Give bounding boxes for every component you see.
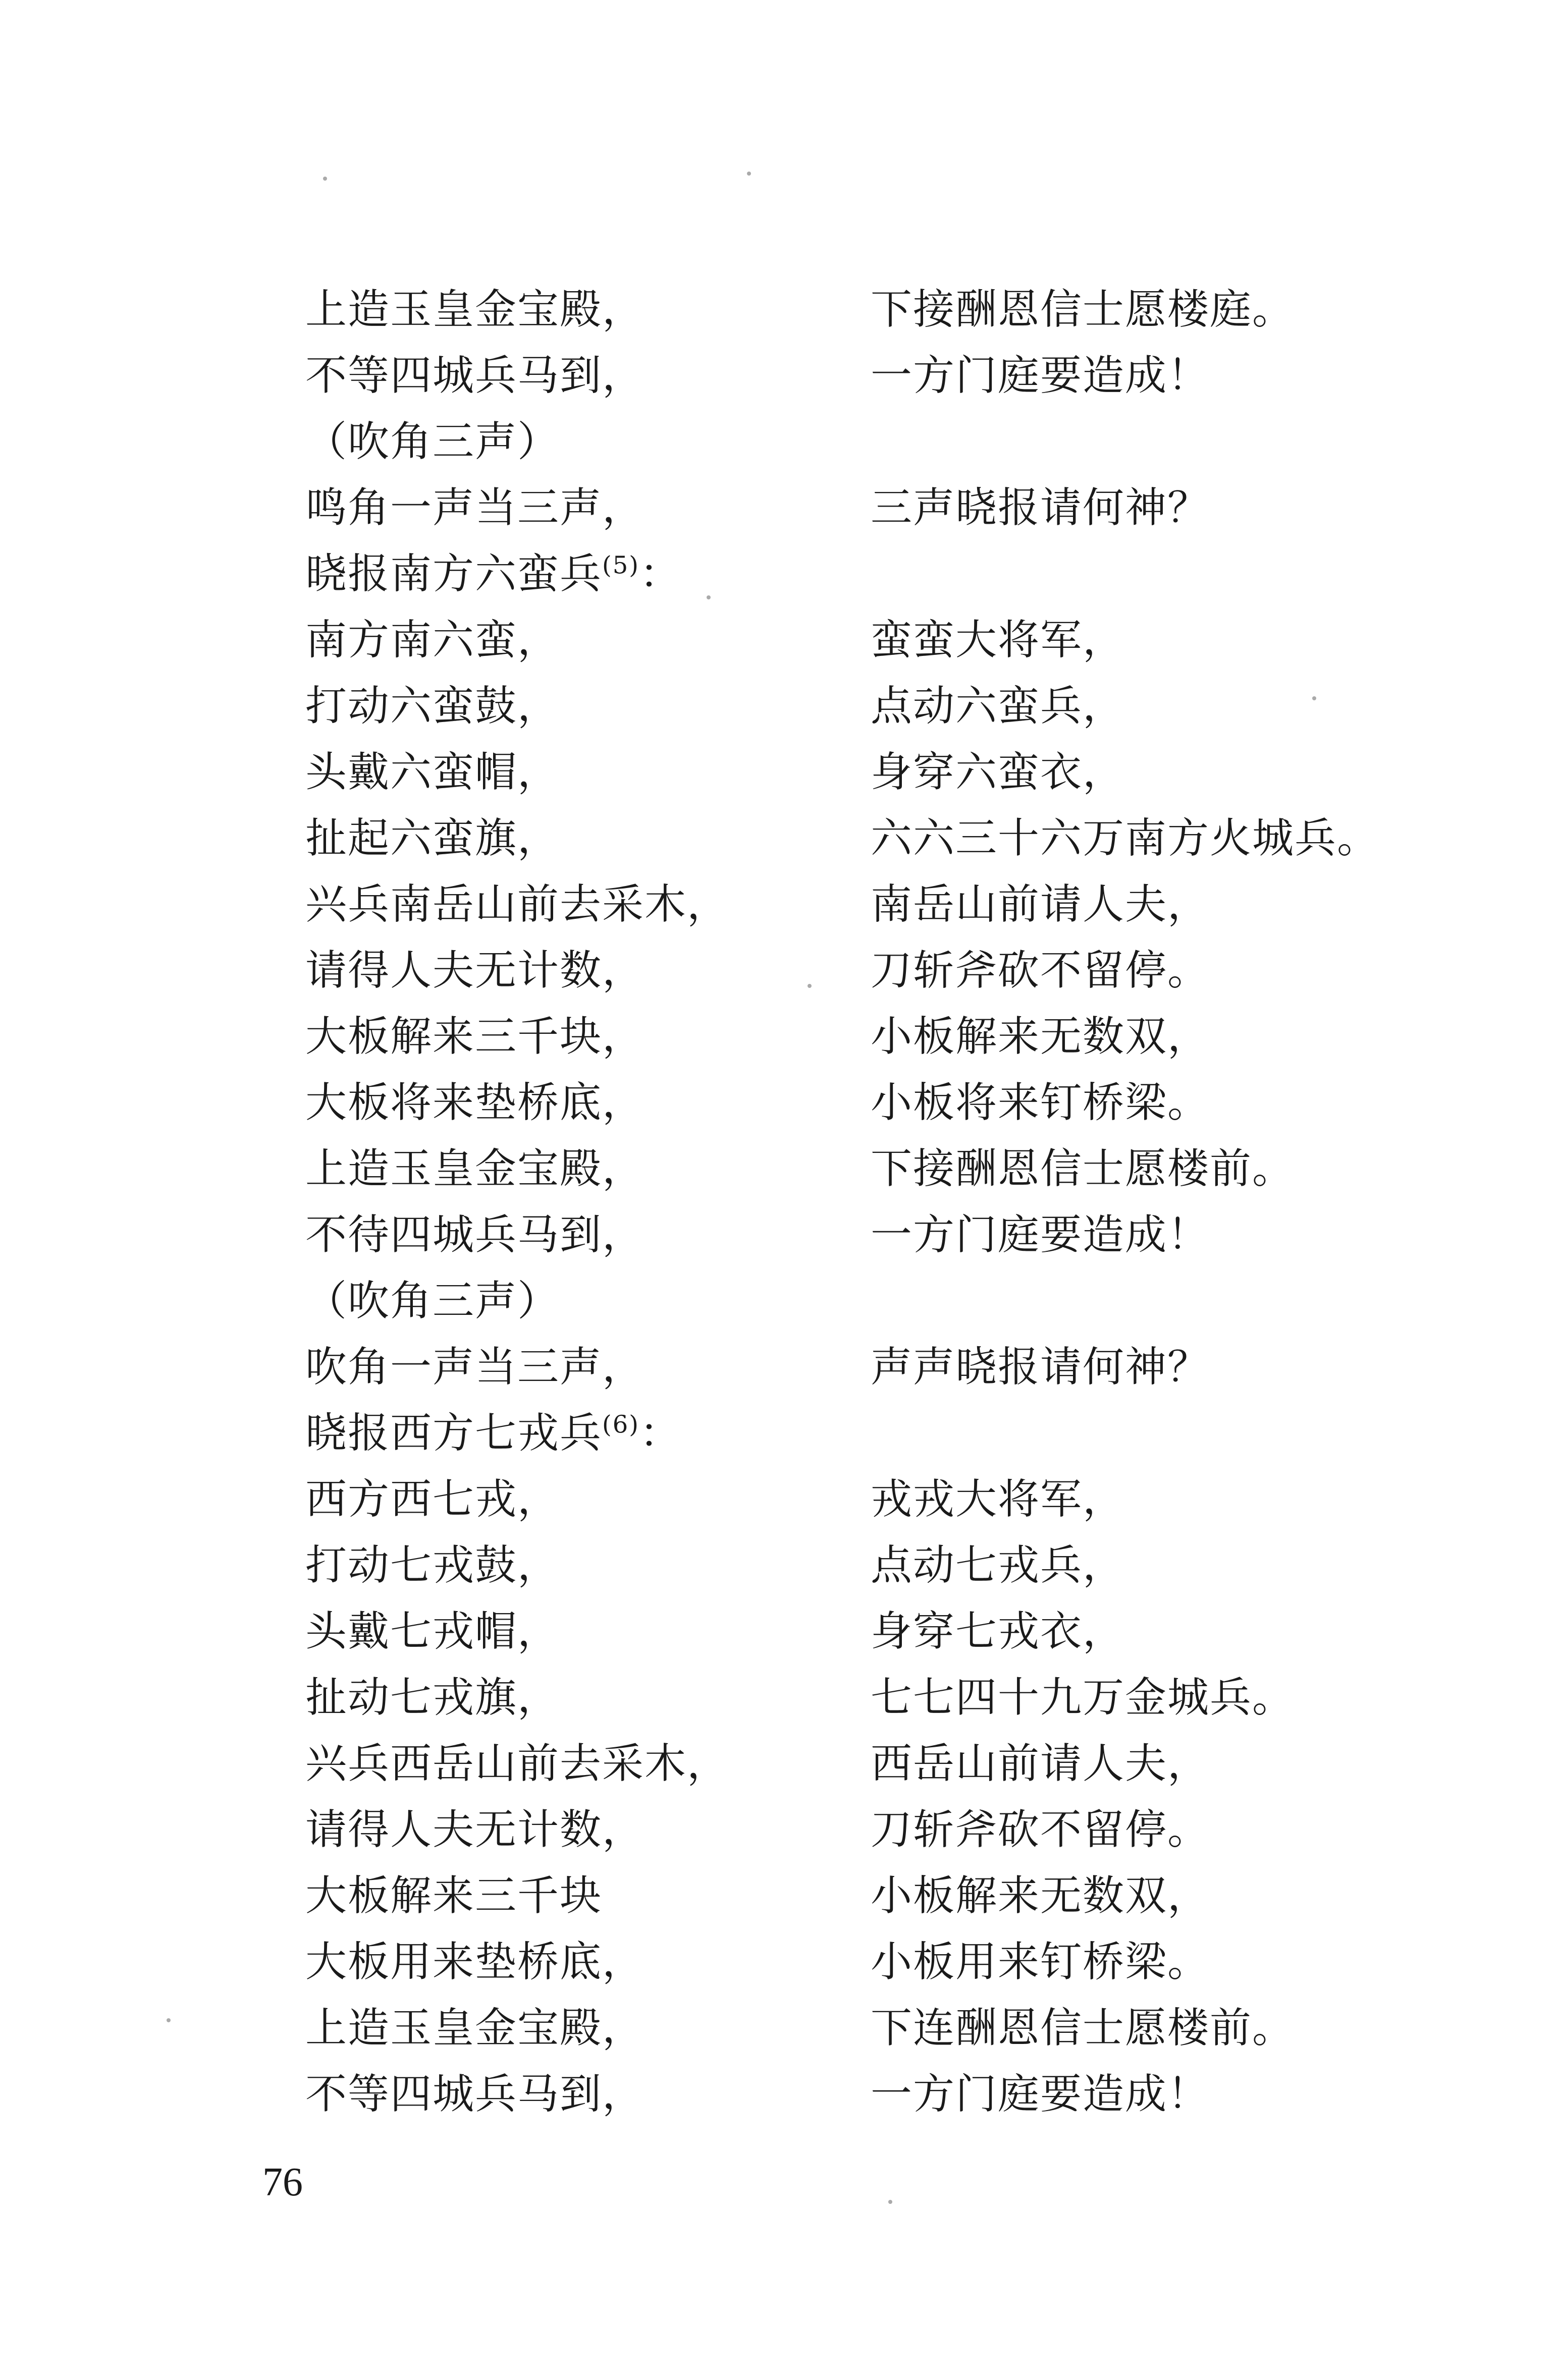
verse-text: 三声晓报请何神？ bbox=[871, 484, 1210, 532]
scan-speck bbox=[808, 984, 812, 988]
verse-line bbox=[871, 541, 1527, 607]
verse-text: 兴兵西岳山前去采木， bbox=[305, 1740, 730, 1788]
verse-text: 下连酬恩信士愿楼前。 bbox=[871, 2004, 1295, 2052]
verse-line bbox=[871, 1466, 1527, 1532]
scan-speck bbox=[888, 2200, 892, 2204]
verse-text: 打动七戎鼓， bbox=[305, 1541, 560, 1589]
verse-line bbox=[871, 343, 1527, 409]
scan-speck bbox=[747, 172, 751, 176]
verse-line bbox=[305, 276, 810, 343]
verse-line bbox=[305, 1334, 810, 1400]
verse-text: 南岳山前请人夫， bbox=[871, 880, 1210, 928]
scan-speck bbox=[323, 177, 327, 181]
verse-line bbox=[305, 343, 810, 409]
verse-line bbox=[305, 1532, 810, 1598]
verse-line bbox=[305, 1995, 810, 2061]
verse-line bbox=[305, 1268, 810, 1334]
verse-text: 扯动七戎旗， bbox=[305, 1674, 560, 1722]
verse-line bbox=[871, 1070, 1527, 1136]
verse-line bbox=[871, 805, 1527, 871]
verse-text: 不等四城兵马到， bbox=[305, 2070, 645, 2118]
verse-text: 大板解来三千块， bbox=[305, 1013, 645, 1061]
verse-line bbox=[305, 475, 810, 541]
verse-text: 上造玉皇金宝殿， bbox=[305, 286, 645, 334]
verse-text: 不待四城兵马到， bbox=[305, 1211, 645, 1259]
verse-line bbox=[305, 805, 810, 871]
verse-text: 下接酬恩信士愿楼前。 bbox=[871, 1145, 1295, 1193]
scan-speck bbox=[1312, 696, 1316, 700]
verse-text: 小板解来无数双， bbox=[871, 1013, 1210, 1061]
verse-line bbox=[871, 1532, 1527, 1598]
page-number: 76 bbox=[262, 2160, 303, 2204]
verse-text: 一方门庭要造成！ bbox=[871, 1211, 1210, 1259]
verse-line bbox=[871, 1731, 1527, 1797]
verse-line bbox=[871, 1797, 1527, 1863]
verse-text: 刀斩斧砍不留停。 bbox=[871, 947, 1210, 994]
verse-line bbox=[305, 1929, 810, 1995]
verse-text: 上造玉皇金宝殿， bbox=[305, 1145, 645, 1193]
verse-line bbox=[305, 409, 810, 475]
verse-line bbox=[871, 1400, 1527, 1466]
verse-text: 不等四城兵马到， bbox=[305, 352, 645, 400]
verse-line bbox=[871, 1995, 1527, 2061]
verse-text: （吹角三声） bbox=[305, 1277, 560, 1325]
verse-line bbox=[305, 1070, 810, 1136]
verse-text: 下接酬恩信士愿楼庭。 bbox=[871, 286, 1295, 334]
verse-line bbox=[871, 2061, 1527, 2127]
verse-line bbox=[871, 607, 1527, 673]
verse-line bbox=[871, 276, 1527, 343]
verse-text: 头戴七戎帽， bbox=[305, 1608, 560, 1655]
verse-text: 身穿六蛮衣， bbox=[871, 748, 1125, 796]
verse-line bbox=[871, 739, 1527, 805]
verse-line bbox=[871, 673, 1527, 739]
verse-punctuation: ： bbox=[639, 550, 682, 598]
verse-line bbox=[305, 1004, 810, 1070]
verse-text: 头戴六蛮帽， bbox=[305, 748, 560, 796]
verse-text: 西岳山前请人夫， bbox=[871, 1740, 1210, 1788]
verse-line bbox=[305, 1598, 810, 1665]
verse-text: 鸣角一声当三声， bbox=[305, 484, 645, 532]
verse-line bbox=[305, 871, 810, 937]
verse-text: 一方门庭要造成！ bbox=[871, 352, 1210, 400]
verse-text: 晓报西方七戎兵 bbox=[305, 1409, 603, 1457]
verse-text: 小板解来无数双， bbox=[871, 1872, 1210, 1920]
verse-line bbox=[305, 1400, 810, 1466]
verse-line bbox=[871, 1202, 1527, 1268]
verse-text: 七七四十九万金城兵。 bbox=[871, 1674, 1295, 1722]
verse-line bbox=[305, 1466, 810, 1532]
verse-line bbox=[871, 937, 1527, 1004]
verse-line bbox=[871, 1598, 1527, 1665]
verse-line bbox=[305, 739, 810, 805]
verse-line bbox=[871, 1136, 1527, 1202]
right-column bbox=[871, 276, 1527, 2127]
verse-text: 大板用来垫桥底， bbox=[305, 1938, 645, 1986]
verse-text: 身穿七戎衣， bbox=[871, 1608, 1125, 1655]
verse-text: 戎戎大将军， bbox=[871, 1475, 1125, 1523]
verse-text: 上造玉皇金宝殿， bbox=[305, 2004, 645, 2052]
verse-line bbox=[305, 673, 810, 739]
verse-text: 小板用来钉桥梁。 bbox=[871, 1938, 1210, 1986]
verse-line bbox=[305, 1665, 810, 1731]
footnote-marker: (5) bbox=[602, 551, 640, 580]
verse-line bbox=[305, 541, 810, 607]
verse-line bbox=[305, 1797, 810, 1863]
verse-text: 晓报南方六蛮兵 bbox=[305, 550, 603, 598]
verse-line bbox=[871, 1863, 1527, 1929]
verse-line bbox=[305, 2061, 810, 2127]
verse-text: 打动六蛮鼓， bbox=[305, 682, 560, 730]
verse-line bbox=[305, 1731, 810, 1797]
verse-line bbox=[871, 871, 1527, 937]
verse-punctuation: ： bbox=[639, 1409, 682, 1457]
verse-line bbox=[871, 1929, 1527, 1995]
verse-text: 刀斩斧砍不留停。 bbox=[871, 1806, 1210, 1854]
verse-line bbox=[305, 607, 810, 673]
verse-text: 扯起六蛮旗， bbox=[305, 814, 560, 862]
verse-text: 西方西七戎， bbox=[305, 1475, 560, 1523]
verse-text: 兴兵南岳山前去采木， bbox=[305, 880, 730, 928]
verse-text: 六六三十六万南方火城兵。 bbox=[871, 814, 1380, 862]
verse-text: 请得人夫无计数， bbox=[305, 947, 645, 994]
verse-line bbox=[305, 1202, 810, 1268]
verse-line bbox=[871, 1004, 1527, 1070]
verse-text: 小板将来钉桥梁。 bbox=[871, 1079, 1210, 1127]
verse-line bbox=[871, 1665, 1527, 1731]
verse-text: 一方门庭要造成！ bbox=[871, 2070, 1210, 2118]
verse-line bbox=[871, 409, 1527, 475]
footnote-marker: (6) bbox=[602, 1410, 640, 1439]
verse-text: （吹角三声） bbox=[305, 418, 560, 466]
verse-text: 点动六蛮兵， bbox=[871, 682, 1125, 730]
verse-line bbox=[871, 1268, 1527, 1334]
left-column bbox=[305, 276, 810, 2127]
verse-text: 大板解来三千块 bbox=[305, 1872, 603, 1920]
verse-text: 请得人夫无计数， bbox=[305, 1806, 645, 1854]
verse-text: 蛮蛮大将军， bbox=[871, 616, 1125, 664]
verse-line bbox=[871, 1334, 1527, 1400]
verse-text: 大板将来垫桥底， bbox=[305, 1079, 645, 1127]
verse-text: 南方南六蛮， bbox=[305, 616, 560, 664]
verse-text: 点动七戎兵， bbox=[871, 1541, 1125, 1589]
scan-speck bbox=[707, 595, 711, 599]
verse-line bbox=[305, 937, 810, 1004]
scan-speck bbox=[167, 2018, 171, 2022]
verse-line bbox=[305, 1863, 810, 1929]
verse-text: 吹角一声当三声， bbox=[305, 1343, 645, 1391]
verse-line bbox=[305, 1136, 810, 1202]
verse-text: 声声晓报请何神？ bbox=[871, 1343, 1210, 1391]
verse-line bbox=[871, 475, 1527, 541]
